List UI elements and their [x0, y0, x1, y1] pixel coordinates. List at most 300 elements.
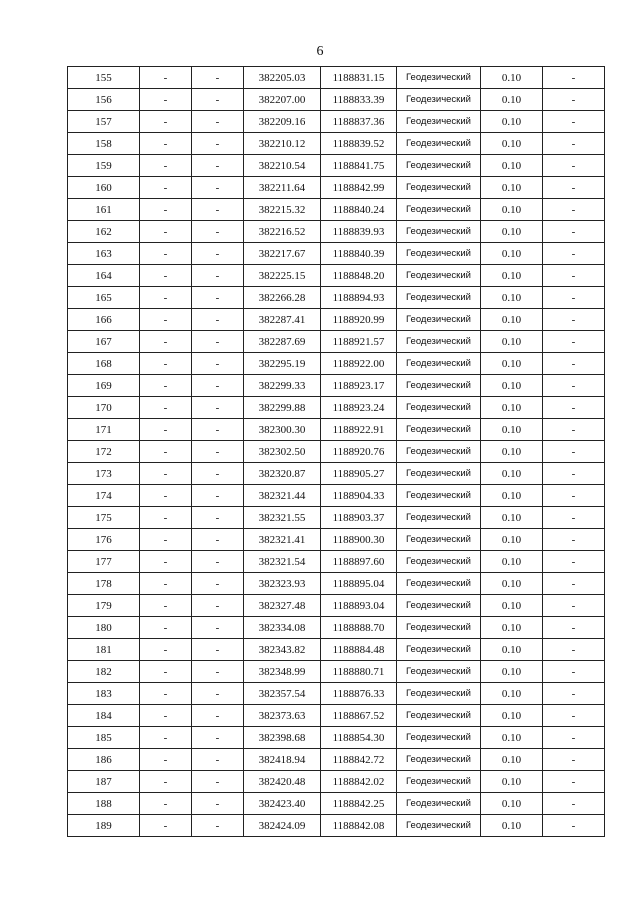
table-row: [68, 749, 605, 771]
old-x-cell: -: [140, 771, 192, 793]
table-row: [68, 815, 605, 837]
method-cell: Геодезический: [397, 815, 481, 837]
table-row: [68, 287, 605, 309]
table-row: [68, 595, 605, 617]
accuracy-cell: 0.10: [481, 639, 543, 661]
accuracy-cell: 0.10: [481, 573, 543, 595]
x-coordinate-cell: 382321.55: [244, 507, 321, 529]
old-x-cell: -: [140, 507, 192, 529]
x-coordinate-cell: 382398.68: [244, 727, 321, 749]
method-cell: Геодезический: [397, 529, 481, 551]
description-cell: -: [543, 595, 605, 617]
table-row: [68, 639, 605, 661]
y-coordinate-cell: 1188840.39: [321, 243, 397, 265]
old-x-cell: -: [140, 463, 192, 485]
old-y-cell: -: [192, 749, 244, 771]
point-number-cell: 164: [68, 265, 140, 287]
point-number-cell: 159: [68, 155, 140, 177]
old-x-cell: -: [140, 573, 192, 595]
x-coordinate-cell: 382420.48: [244, 771, 321, 793]
description-cell: -: [543, 375, 605, 397]
point-number-cell: 189: [68, 815, 140, 837]
description-cell: -: [543, 199, 605, 221]
description-cell: -: [543, 265, 605, 287]
old-x-cell: -: [140, 133, 192, 155]
table-row: [68, 463, 605, 485]
table-row: [68, 199, 605, 221]
x-coordinate-cell: 382334.08: [244, 617, 321, 639]
point-number-cell: 180: [68, 617, 140, 639]
table-row: [68, 705, 605, 727]
table-row: [68, 485, 605, 507]
old-y-cell: -: [192, 551, 244, 573]
old-y-cell: -: [192, 89, 244, 111]
x-coordinate-cell: 382320.87: [244, 463, 321, 485]
description-cell: -: [543, 485, 605, 507]
method-cell: Геодезический: [397, 287, 481, 309]
x-coordinate-cell: 382348.99: [244, 661, 321, 683]
y-coordinate-cell: 1188897.60: [321, 551, 397, 573]
y-coordinate-cell: 1188884.48: [321, 639, 397, 661]
old-x-cell: -: [140, 221, 192, 243]
y-coordinate-cell: 1188888.70: [321, 617, 397, 639]
y-coordinate-cell: 1188837.36: [321, 111, 397, 133]
point-number-cell: 161: [68, 199, 140, 221]
point-number-cell: 170: [68, 397, 140, 419]
table-row: [68, 551, 605, 573]
x-coordinate-cell: 382327.48: [244, 595, 321, 617]
point-number-cell: 155: [68, 67, 140, 89]
description-cell: -: [543, 287, 605, 309]
old-y-cell: -: [192, 111, 244, 133]
old-y-cell: -: [192, 67, 244, 89]
point-number-cell: 176: [68, 529, 140, 551]
method-cell: Геодезический: [397, 353, 481, 375]
description-cell: -: [543, 551, 605, 573]
x-coordinate-cell: 382216.52: [244, 221, 321, 243]
x-coordinate-cell: 382217.67: [244, 243, 321, 265]
method-cell: Геодезический: [397, 507, 481, 529]
old-x-cell: -: [140, 397, 192, 419]
table-row: [68, 529, 605, 551]
old-y-cell: -: [192, 133, 244, 155]
old-x-cell: -: [140, 441, 192, 463]
point-number-cell: 156: [68, 89, 140, 111]
method-cell: Геодезический: [397, 309, 481, 331]
old-y-cell: -: [192, 199, 244, 221]
accuracy-cell: 0.10: [481, 551, 543, 573]
description-cell: -: [543, 749, 605, 771]
table-row: [68, 793, 605, 815]
accuracy-cell: 0.10: [481, 441, 543, 463]
old-x-cell: -: [140, 309, 192, 331]
old-y-cell: -: [192, 529, 244, 551]
x-coordinate-cell: 382418.94: [244, 749, 321, 771]
description-cell: -: [543, 771, 605, 793]
y-coordinate-cell: 1188895.04: [321, 573, 397, 595]
x-coordinate-cell: 382211.64: [244, 177, 321, 199]
accuracy-cell: 0.10: [481, 375, 543, 397]
old-x-cell: -: [140, 331, 192, 353]
old-y-cell: -: [192, 507, 244, 529]
description-cell: -: [543, 67, 605, 89]
point-number-cell: 174: [68, 485, 140, 507]
description-cell: -: [543, 529, 605, 551]
old-y-cell: -: [192, 815, 244, 837]
old-x-cell: -: [140, 177, 192, 199]
description-cell: -: [543, 815, 605, 837]
y-coordinate-cell: 1188903.37: [321, 507, 397, 529]
point-number-cell: 173: [68, 463, 140, 485]
y-coordinate-cell: 1188904.33: [321, 485, 397, 507]
old-y-cell: -: [192, 309, 244, 331]
old-y-cell: -: [192, 705, 244, 727]
description-cell: -: [543, 309, 605, 331]
y-coordinate-cell: 1188922.91: [321, 419, 397, 441]
y-coordinate-cell: 1188833.39: [321, 89, 397, 111]
old-x-cell: -: [140, 683, 192, 705]
accuracy-cell: 0.10: [481, 199, 543, 221]
x-coordinate-cell: 382215.32: [244, 199, 321, 221]
description-cell: -: [543, 111, 605, 133]
method-cell: Геодезический: [397, 683, 481, 705]
x-coordinate-cell: 382323.93: [244, 573, 321, 595]
old-x-cell: -: [140, 727, 192, 749]
method-cell: Геодезический: [397, 441, 481, 463]
accuracy-cell: 0.10: [481, 529, 543, 551]
accuracy-cell: 0.10: [481, 67, 543, 89]
old-x-cell: -: [140, 243, 192, 265]
y-coordinate-cell: 1188842.08: [321, 815, 397, 837]
point-number-cell: 175: [68, 507, 140, 529]
point-number-cell: 160: [68, 177, 140, 199]
accuracy-cell: 0.10: [481, 287, 543, 309]
accuracy-cell: 0.10: [481, 89, 543, 111]
old-x-cell: -: [140, 375, 192, 397]
old-x-cell: -: [140, 639, 192, 661]
description-cell: -: [543, 727, 605, 749]
old-y-cell: -: [192, 331, 244, 353]
description-cell: -: [543, 573, 605, 595]
y-coordinate-cell: 1188923.17: [321, 375, 397, 397]
x-coordinate-cell: 382209.16: [244, 111, 321, 133]
accuracy-cell: 0.10: [481, 111, 543, 133]
point-number-cell: 162: [68, 221, 140, 243]
accuracy-cell: 0.10: [481, 133, 543, 155]
accuracy-cell: 0.10: [481, 331, 543, 353]
description-cell: -: [543, 133, 605, 155]
x-coordinate-cell: 382210.54: [244, 155, 321, 177]
old-x-cell: -: [140, 661, 192, 683]
accuracy-cell: 0.10: [481, 683, 543, 705]
x-coordinate-cell: 382287.41: [244, 309, 321, 331]
method-cell: Геодезический: [397, 595, 481, 617]
y-coordinate-cell: 1188920.76: [321, 441, 397, 463]
old-x-cell: -: [140, 89, 192, 111]
y-coordinate-cell: 1188831.15: [321, 67, 397, 89]
method-cell: Геодезический: [397, 243, 481, 265]
accuracy-cell: 0.10: [481, 265, 543, 287]
old-x-cell: -: [140, 111, 192, 133]
method-cell: Геодезический: [397, 155, 481, 177]
old-x-cell: -: [140, 793, 192, 815]
x-coordinate-cell: 382302.50: [244, 441, 321, 463]
x-coordinate-cell: 382343.82: [244, 639, 321, 661]
x-coordinate-cell: 382210.12: [244, 133, 321, 155]
method-cell: Геодезический: [397, 419, 481, 441]
y-coordinate-cell: 1188923.24: [321, 397, 397, 419]
description-cell: -: [543, 705, 605, 727]
accuracy-cell: 0.10: [481, 353, 543, 375]
description-cell: -: [543, 463, 605, 485]
old-x-cell: -: [140, 419, 192, 441]
accuracy-cell: 0.10: [481, 243, 543, 265]
accuracy-cell: 0.10: [481, 485, 543, 507]
method-cell: Геодезический: [397, 551, 481, 573]
y-coordinate-cell: 1188842.02: [321, 771, 397, 793]
description-cell: -: [543, 793, 605, 815]
table-row: [68, 397, 605, 419]
description-cell: -: [543, 419, 605, 441]
method-cell: Геодезический: [397, 177, 481, 199]
table-row: [68, 617, 605, 639]
x-coordinate-cell: 382299.88: [244, 397, 321, 419]
point-number-cell: 178: [68, 573, 140, 595]
old-y-cell: -: [192, 793, 244, 815]
method-cell: Геодезический: [397, 331, 481, 353]
accuracy-cell: 0.10: [481, 815, 543, 837]
y-coordinate-cell: 1188880.71: [321, 661, 397, 683]
table-row: [68, 353, 605, 375]
accuracy-cell: 0.10: [481, 661, 543, 683]
x-coordinate-cell: 382423.40: [244, 793, 321, 815]
old-y-cell: -: [192, 463, 244, 485]
old-x-cell: -: [140, 485, 192, 507]
table-row: [68, 331, 605, 353]
method-cell: Геодезический: [397, 265, 481, 287]
accuracy-cell: 0.10: [481, 221, 543, 243]
table-row: [68, 111, 605, 133]
y-coordinate-cell: 1188893.04: [321, 595, 397, 617]
method-cell: Геодезический: [397, 573, 481, 595]
accuracy-cell: 0.10: [481, 595, 543, 617]
point-number-cell: 179: [68, 595, 140, 617]
old-y-cell: -: [192, 265, 244, 287]
table-row: [68, 89, 605, 111]
point-number-cell: 158: [68, 133, 140, 155]
old-x-cell: -: [140, 353, 192, 375]
description-cell: -: [543, 155, 605, 177]
y-coordinate-cell: 1188876.33: [321, 683, 397, 705]
method-cell: Геодезический: [397, 793, 481, 815]
method-cell: Геодезический: [397, 639, 481, 661]
x-coordinate-cell: 382299.33: [244, 375, 321, 397]
old-y-cell: -: [192, 419, 244, 441]
table-row: [68, 67, 605, 89]
table-row: [68, 177, 605, 199]
table-row: [68, 375, 605, 397]
y-coordinate-cell: 1188920.99: [321, 309, 397, 331]
description-cell: -: [543, 397, 605, 419]
y-coordinate-cell: 1188842.99: [321, 177, 397, 199]
old-y-cell: -: [192, 243, 244, 265]
old-y-cell: -: [192, 573, 244, 595]
old-y-cell: -: [192, 639, 244, 661]
old-x-cell: -: [140, 529, 192, 551]
x-coordinate-cell: 382321.41: [244, 529, 321, 551]
old-y-cell: -: [192, 617, 244, 639]
old-y-cell: -: [192, 661, 244, 683]
point-number-cell: 166: [68, 309, 140, 331]
description-cell: -: [543, 441, 605, 463]
x-coordinate-cell: 382225.15: [244, 265, 321, 287]
y-coordinate-cell: 1188900.30: [321, 529, 397, 551]
x-coordinate-cell: 382357.54: [244, 683, 321, 705]
accuracy-cell: 0.10: [481, 771, 543, 793]
old-y-cell: -: [192, 353, 244, 375]
description-cell: -: [543, 221, 605, 243]
y-coordinate-cell: 1188922.00: [321, 353, 397, 375]
table-row: [68, 419, 605, 441]
description-cell: -: [543, 617, 605, 639]
description-cell: -: [543, 353, 605, 375]
method-cell: Геодезический: [397, 397, 481, 419]
method-cell: Геодезический: [397, 133, 481, 155]
old-y-cell: -: [192, 683, 244, 705]
point-number-cell: 168: [68, 353, 140, 375]
old-x-cell: -: [140, 815, 192, 837]
old-y-cell: -: [192, 771, 244, 793]
point-number-cell: 183: [68, 683, 140, 705]
coordinates-table: [67, 66, 605, 837]
description-cell: -: [543, 639, 605, 661]
table-row: [68, 155, 605, 177]
point-number-cell: 187: [68, 771, 140, 793]
old-y-cell: -: [192, 441, 244, 463]
point-number-cell: 169: [68, 375, 140, 397]
table-row: [68, 309, 605, 331]
method-cell: Геодезический: [397, 617, 481, 639]
old-x-cell: -: [140, 287, 192, 309]
old-y-cell: -: [192, 375, 244, 397]
point-number-cell: 172: [68, 441, 140, 463]
point-number-cell: 188: [68, 793, 140, 815]
table-row: [68, 265, 605, 287]
method-cell: Геодезический: [397, 661, 481, 683]
y-coordinate-cell: 1188848.20: [321, 265, 397, 287]
table-row: [68, 441, 605, 463]
method-cell: Геодезический: [397, 485, 481, 507]
x-coordinate-cell: 382205.03: [244, 67, 321, 89]
method-cell: Геодезический: [397, 221, 481, 243]
method-cell: Геодезический: [397, 771, 481, 793]
method-cell: Геодезический: [397, 199, 481, 221]
y-coordinate-cell: 1188842.72: [321, 749, 397, 771]
accuracy-cell: 0.10: [481, 463, 543, 485]
description-cell: -: [543, 243, 605, 265]
method-cell: Геодезический: [397, 67, 481, 89]
y-coordinate-cell: 1188841.75: [321, 155, 397, 177]
old-y-cell: -: [192, 485, 244, 507]
table-row: [68, 771, 605, 793]
y-coordinate-cell: 1188842.25: [321, 793, 397, 815]
table-row: [68, 243, 605, 265]
table-row: [68, 573, 605, 595]
method-cell: Геодезический: [397, 375, 481, 397]
y-coordinate-cell: 1188840.24: [321, 199, 397, 221]
method-cell: Геодезический: [397, 727, 481, 749]
x-coordinate-cell: 382321.54: [244, 551, 321, 573]
description-cell: -: [543, 89, 605, 111]
method-cell: Геодезический: [397, 463, 481, 485]
description-cell: -: [543, 507, 605, 529]
old-x-cell: -: [140, 67, 192, 89]
x-coordinate-cell: 382321.44: [244, 485, 321, 507]
table-row: [68, 221, 605, 243]
accuracy-cell: 0.10: [481, 727, 543, 749]
table-body: [68, 67, 605, 837]
method-cell: Геодезический: [397, 705, 481, 727]
x-coordinate-cell: 382266.28: [244, 287, 321, 309]
accuracy-cell: 0.10: [481, 177, 543, 199]
point-number-cell: 171: [68, 419, 140, 441]
old-y-cell: -: [192, 155, 244, 177]
accuracy-cell: 0.10: [481, 617, 543, 639]
old-y-cell: -: [192, 221, 244, 243]
y-coordinate-cell: 1188867.52: [321, 705, 397, 727]
method-cell: Геодезический: [397, 89, 481, 111]
x-coordinate-cell: 382207.00: [244, 89, 321, 111]
y-coordinate-cell: 1188839.93: [321, 221, 397, 243]
y-coordinate-cell: 1188839.52: [321, 133, 397, 155]
table-row: [68, 661, 605, 683]
point-number-cell: 163: [68, 243, 140, 265]
table-row: [68, 133, 605, 155]
y-coordinate-cell: 1188894.93: [321, 287, 397, 309]
x-coordinate-cell: 382300.30: [244, 419, 321, 441]
old-y-cell: -: [192, 595, 244, 617]
x-coordinate-cell: 382373.63: [244, 705, 321, 727]
accuracy-cell: 0.10: [481, 793, 543, 815]
point-number-cell: 185: [68, 727, 140, 749]
description-cell: -: [543, 331, 605, 353]
old-y-cell: -: [192, 177, 244, 199]
old-x-cell: -: [140, 595, 192, 617]
accuracy-cell: 0.10: [481, 155, 543, 177]
y-coordinate-cell: 1188905.27: [321, 463, 397, 485]
table-row: [68, 683, 605, 705]
y-coordinate-cell: 1188854.30: [321, 727, 397, 749]
table-row: [68, 507, 605, 529]
accuracy-cell: 0.10: [481, 419, 543, 441]
accuracy-cell: 0.10: [481, 705, 543, 727]
point-number-cell: 184: [68, 705, 140, 727]
old-x-cell: -: [140, 617, 192, 639]
point-number-cell: 181: [68, 639, 140, 661]
method-cell: Геодезический: [397, 749, 481, 771]
description-cell: -: [543, 683, 605, 705]
y-coordinate-cell: 1188921.57: [321, 331, 397, 353]
description-cell: -: [543, 661, 605, 683]
description-cell: -: [543, 177, 605, 199]
accuracy-cell: 0.10: [481, 749, 543, 771]
point-number-cell: 177: [68, 551, 140, 573]
old-x-cell: -: [140, 265, 192, 287]
x-coordinate-cell: 382424.09: [244, 815, 321, 837]
old-x-cell: -: [140, 199, 192, 221]
old-y-cell: -: [192, 397, 244, 419]
page-number: 6: [316, 44, 324, 59]
